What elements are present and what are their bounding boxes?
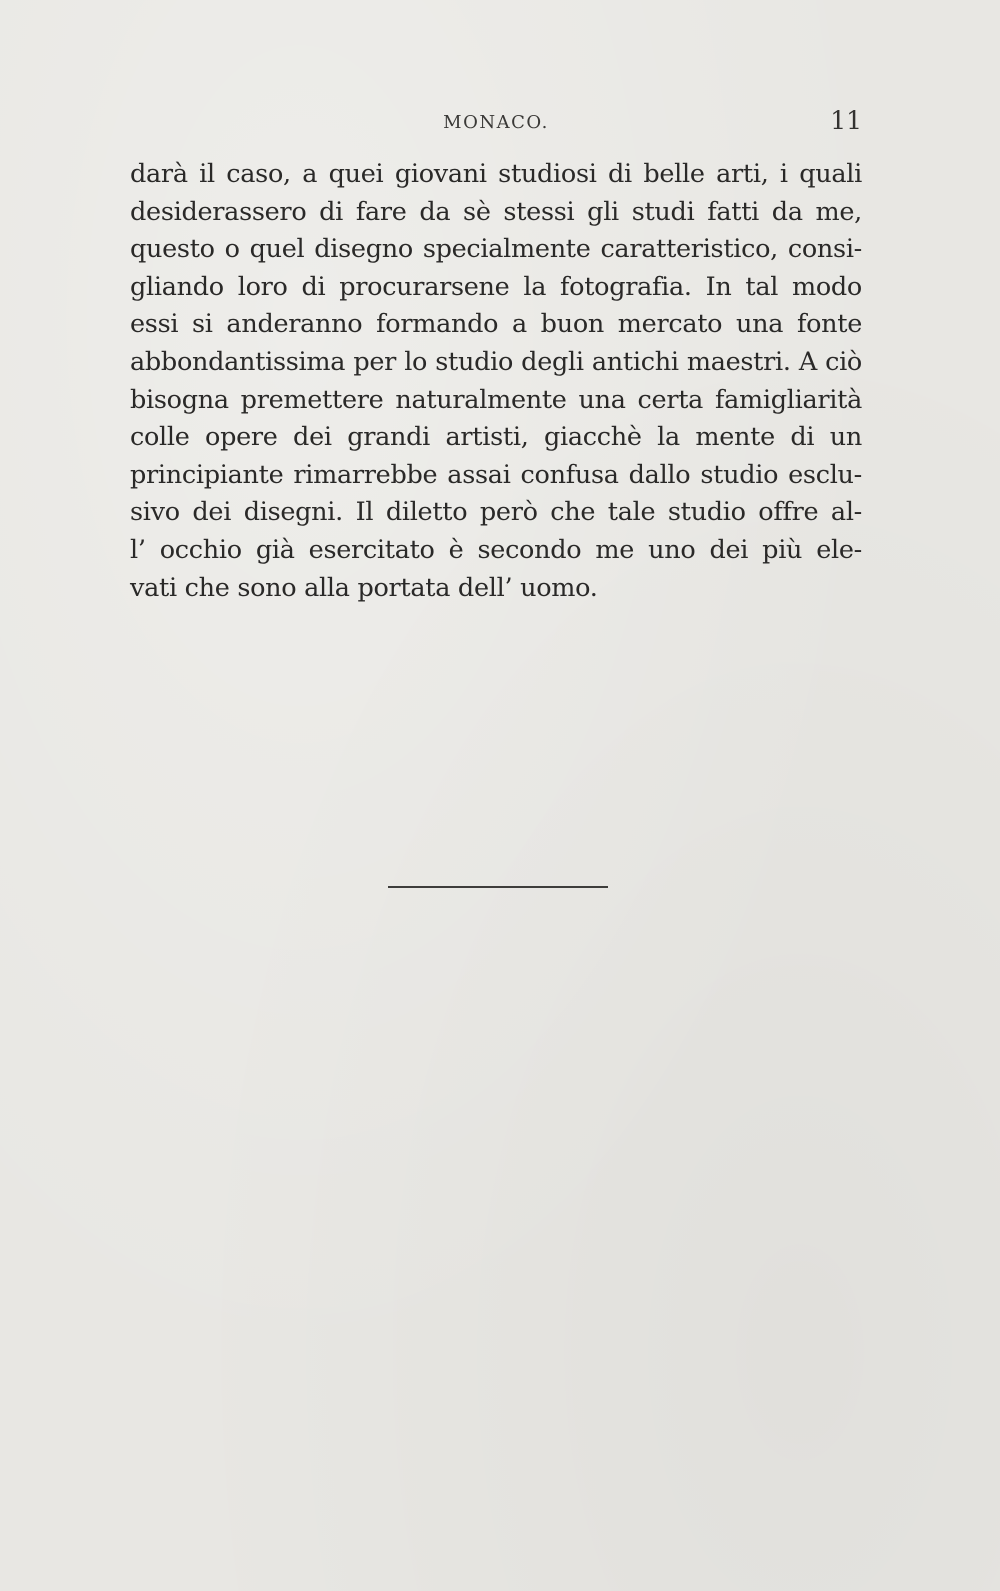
text-line: darà il caso, a quei giovani studiosi di belle arti, i quali: [130, 159, 862, 189]
text-line: colle opere dei grandi artisti, giacchè la mente di un: [130, 422, 862, 453]
page-header: [130, 106, 862, 136]
text-line: gliando loro di procurarsene la fotografia. In tal modo: [130, 271, 862, 302]
text-line: desiderassero di fare da sè stessi gli studi fatti da me,: [130, 196, 862, 227]
text-line: abbondantissima per lo studio degli antichi maestri. A ciò: [130, 346, 862, 377]
text-line: sivo dei disegni. Il diletto però che tale studio offre al-: [130, 497, 862, 528]
body-paragraph: [130, 156, 862, 607]
text-line: questo o quel disegno specialmente caratteristico, consi-: [130, 234, 862, 265]
section-divider: [388, 886, 608, 888]
text-line: l’ occhio già esercitato è secondo me uno dei più ele-: [130, 534, 862, 565]
text-line: principiante rimarrebbe assai confusa dallo studio esclu-: [130, 459, 862, 490]
running-head: MONACO.: [443, 112, 549, 133]
text-line: essi si anderanno formando a buon mercato una fonte: [130, 309, 862, 340]
page-number: 11: [830, 106, 862, 135]
text-line: bisogna premettere naturalmente una certa famigliarità: [130, 384, 862, 415]
text-line: vati che sono alla portata dell’ uomo.: [130, 572, 598, 603]
